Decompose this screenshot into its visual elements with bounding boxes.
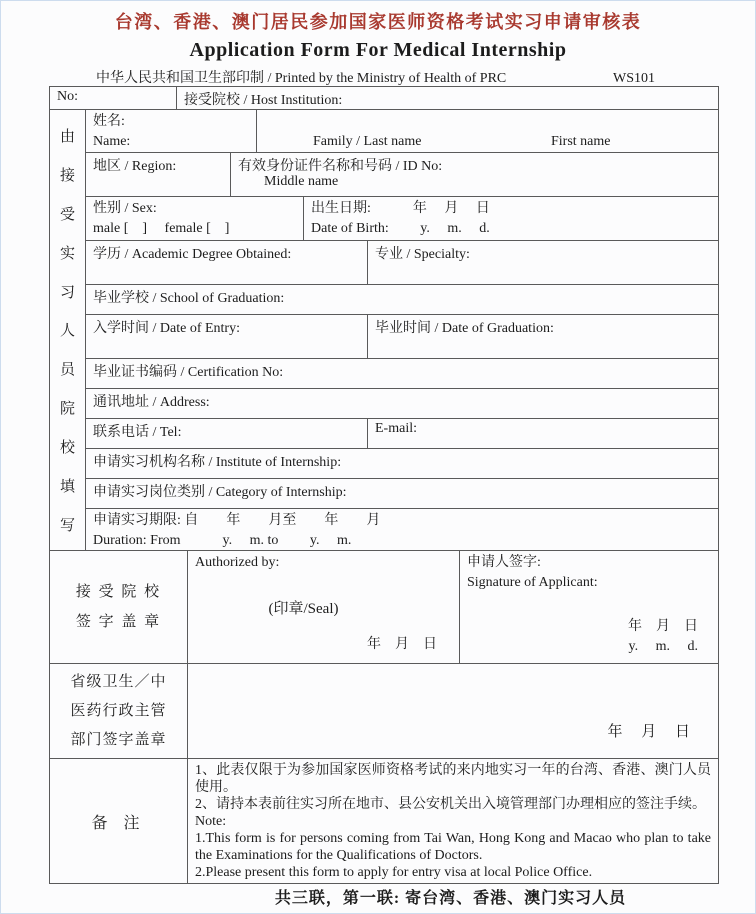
vchar: 习 (59, 284, 75, 301)
body-rows (85, 110, 718, 550)
filled-by-vertical-label (50, 110, 85, 550)
sex-label: 性别 / Sex: (93, 201, 157, 216)
row-entry-graduation (86, 314, 718, 358)
row-address (86, 388, 718, 418)
vchar: 受 (59, 206, 75, 223)
host-institution-field: 接受院校 / Host Institution: (176, 87, 718, 109)
vchar: 校 (59, 440, 75, 457)
authorized-by-label: Authorized by: (195, 555, 280, 570)
provincial-signature-cell (187, 664, 718, 758)
notes-label: 备 注 (91, 814, 146, 832)
duration-label-zh: 申请实习期限: 自 年 月至 年 月 (93, 513, 381, 528)
duration-label-en: Duration: From y. m. to y. m. (93, 533, 352, 548)
note-line-en-1: 1.This form is for persons coming from Tai Wan, Hong Kong and Macao who plan to take the Examinations for the Qualifications of Doctors. (195, 831, 715, 863)
host-signature-label-l1: 接 受 院 校 (75, 584, 162, 600)
note-line-zh-2: 2、请持本表前往实习所在地市、县公安机关出入境管理部门办理相应的签注手续。 (195, 797, 706, 812)
note-line-note: Note: (195, 814, 227, 829)
row-tel-email (86, 418, 718, 448)
body-section (50, 109, 718, 550)
no-field: No: (57, 89, 78, 104)
duration-field (86, 509, 718, 550)
vchar: 写 (59, 518, 75, 535)
applicant-signature-cell (459, 551, 718, 663)
row-region-id (86, 152, 718, 196)
id-no-field: 有效身份证件名称和号码 / ID No: (230, 153, 718, 196)
email-field: E-mail: (367, 419, 718, 448)
specialty-field: 专业 / Specialty: (367, 241, 718, 284)
region-field: 地区 / Region: (93, 159, 177, 174)
category-field: 申请实习岗位类别 / Category of Internship: (93, 485, 347, 500)
vchar: 实 (59, 245, 75, 262)
school-field: 毕业学校 / School of Graduation: (93, 291, 285, 306)
row-school (86, 284, 718, 314)
tel-field: 联系电话 / Tel: (93, 425, 182, 440)
row-no-host (50, 87, 718, 109)
first-name-label: First name (551, 134, 611, 149)
applicant-date-en: y. m. d. (628, 639, 698, 654)
printed-by-text: 中华人民共和国卫生部印制 / Printed by the Ministry of Health of PRC (96, 71, 507, 86)
row-degree-specialty (86, 240, 718, 284)
form-title-english: Application Form For Medical Internship (189, 39, 567, 61)
vchar: 由 (59, 128, 75, 145)
family-name-label: Family / Last name (313, 134, 422, 149)
applicant-signature-label-en: Signature of Applicant: (467, 575, 598, 590)
vchar: 员 (59, 362, 75, 379)
middle-name-label: Middle name (264, 174, 339, 189)
address-field: 通讯地址 / Address: (93, 395, 210, 410)
birth-label-en: Date of Birth: y. m. d. (311, 221, 490, 236)
birth-field (303, 197, 718, 240)
provincial-label-l2: 医药行政主管 (70, 702, 167, 719)
row-category (86, 478, 718, 508)
sex-field (86, 197, 303, 240)
host-signature-label (50, 551, 187, 663)
authorized-by-cell (187, 551, 459, 663)
sex-options: male [ ] female [ ] (93, 221, 230, 236)
host-signature-label-l2: 签 字 盖 章 (75, 614, 162, 630)
vchar: 院 (59, 401, 75, 418)
row-institute (86, 448, 718, 478)
form-code: WS101 (613, 71, 655, 86)
row-notes (50, 758, 718, 883)
vchar: 接 (59, 167, 75, 184)
row-duration (86, 508, 718, 550)
application-form-table (49, 86, 719, 884)
copy-distribution-footer: 共三联，第一联: 寄台湾、香港、澳门实习人员 (274, 890, 627, 907)
birth-label-zh: 出生日期: 年 月 日 (311, 201, 490, 216)
vchar: 填 (59, 479, 75, 496)
provincial-label-l1: 省级卫生／中 (70, 673, 167, 690)
host-date-line: 年 月 日 (367, 637, 437, 652)
row-provincial-signature (50, 663, 718, 758)
note-line-en-2: 2.Please present this form to apply for entry visa at local Police Office. (195, 865, 593, 880)
provincial-date-line: 年 月 日 (607, 724, 690, 740)
name-label-zh: 姓名: (93, 114, 125, 129)
row-sex-birth (86, 196, 718, 240)
row-host-signature (50, 550, 718, 663)
printed-by-line (96, 67, 655, 87)
name-field (86, 110, 256, 152)
provincial-label-l3: 部门签字盖章 (70, 731, 167, 748)
note-line-zh-1: 1、此表仅限于为参加国家医师资格考试的来内地实习一年的台湾、香港、澳门人员使用。 (195, 763, 711, 795)
applicant-signature-label-zh: 申请人签字: (467, 555, 541, 570)
name-label-en: Name: (93, 134, 131, 149)
provincial-label (50, 664, 187, 758)
degree-field: 学历 / Academic Degree Obtained: (93, 247, 292, 262)
notes-content (187, 759, 718, 883)
institute-field: 申请实习机构名称 / Institute of Internship: (93, 455, 342, 470)
seal-label: (印章/Seal) (268, 601, 339, 617)
form-title-chinese: 台湾、香港、澳门居民参加国家医师资格考试实习申请审核表 (114, 12, 642, 32)
applicant-date-zh: 年 月 日 (628, 619, 698, 634)
vchar: 人 (59, 323, 75, 340)
row-certification (86, 358, 718, 388)
certification-field: 毕业证书编码 / Certification No: (93, 365, 284, 380)
entry-field: 入学时间 / Date of Entry: (93, 321, 240, 336)
graduation-field: 毕业时间 / Date of Graduation: (367, 315, 718, 358)
